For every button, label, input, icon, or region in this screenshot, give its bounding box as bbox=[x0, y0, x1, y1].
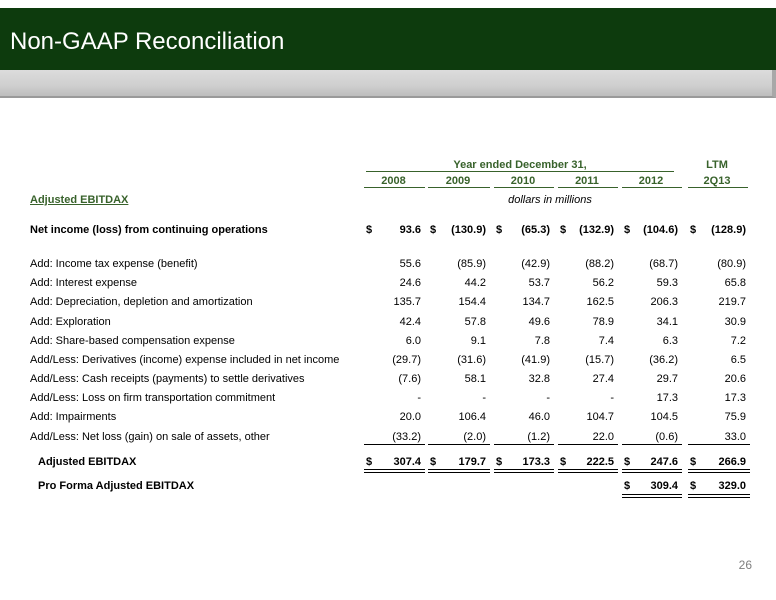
cell-value: 56.2 bbox=[592, 277, 614, 289]
subtotal-underline bbox=[494, 444, 554, 445]
cell-value: (85.9) bbox=[457, 258, 486, 270]
units-note: dollars in millions bbox=[508, 194, 592, 206]
year-header-rule bbox=[428, 187, 490, 188]
year-header-2008: 2008 bbox=[381, 175, 406, 187]
year-header-rule bbox=[558, 187, 618, 188]
cell-value: 46.0 bbox=[528, 411, 550, 423]
cell-value: (42.9) bbox=[521, 258, 550, 270]
total-double-underline bbox=[494, 469, 554, 473]
cell-value: 154.4 bbox=[458, 296, 486, 308]
total-double-underline bbox=[622, 469, 682, 473]
dollar-sign: $ bbox=[560, 224, 567, 236]
row-label-add-less-cash-receipts-payments-to-settle-derivatives: Add/Less: Cash receipts (payments) to settle derivatives bbox=[30, 373, 305, 385]
cell-value: - bbox=[417, 392, 421, 404]
cell-value: 42.4 bbox=[399, 316, 421, 328]
cell-value: (128.9) bbox=[711, 224, 746, 236]
cell-value: (68.7) bbox=[649, 258, 678, 270]
cell-value: 75.9 bbox=[724, 411, 746, 423]
row-label-net-income-loss-from-continuing-operations: Net income (loss) from continuing operations bbox=[30, 224, 268, 236]
cell-value: (130.9) bbox=[451, 224, 486, 236]
cell-value: 7.8 bbox=[534, 335, 550, 347]
cell-value: 219.7 bbox=[718, 296, 746, 308]
cell-value: 162.5 bbox=[586, 296, 614, 308]
dollar-sign: $ bbox=[430, 224, 437, 236]
cell-value: 309.4 bbox=[650, 480, 678, 492]
cell-value: (65.3) bbox=[521, 224, 550, 236]
cell-value: 17.3 bbox=[724, 392, 746, 404]
cell-value: 106.4 bbox=[458, 411, 486, 423]
cell-value: 33.0 bbox=[724, 431, 746, 443]
cell-value: 58.1 bbox=[464, 373, 486, 385]
cell-value: - bbox=[482, 392, 486, 404]
total-double-underline bbox=[428, 469, 490, 473]
cell-value: 7.2 bbox=[730, 335, 746, 347]
dollar-sign: $ bbox=[690, 456, 697, 468]
cell-value: 179.7 bbox=[458, 456, 486, 468]
year-header-rule bbox=[364, 187, 425, 188]
cell-value: 6.3 bbox=[662, 335, 678, 347]
row-label-add-less-net-loss-gain-on-sale-of-assets-other: Add/Less: Net loss (gain) on sale of assets, other bbox=[30, 431, 270, 443]
dollar-sign: $ bbox=[560, 456, 567, 468]
page-number: 26 bbox=[738, 558, 752, 572]
cell-value: 134.7 bbox=[522, 296, 550, 308]
row-label-adjusted-ebitdax: Adjusted EBITDAX bbox=[38, 456, 137, 468]
ltm-period-header: 2Q13 bbox=[703, 175, 731, 187]
subtotal-underline bbox=[688, 444, 750, 445]
cell-value: 53.7 bbox=[528, 277, 550, 289]
cell-value: (88.2) bbox=[585, 258, 614, 270]
subtotal-underline bbox=[558, 444, 618, 445]
subtotal-underline bbox=[428, 444, 490, 445]
cell-value: - bbox=[610, 392, 614, 404]
cell-value: (15.7) bbox=[585, 354, 614, 366]
dollar-sign: $ bbox=[366, 224, 373, 236]
row-label-add-depreciation-depletion-and-amortization: Add: Depreciation, depletion and amortization bbox=[30, 296, 253, 308]
year-header-rule bbox=[622, 187, 682, 188]
dollar-sign: $ bbox=[430, 456, 437, 468]
cell-value: 27.4 bbox=[592, 373, 614, 385]
cell-value: 55.6 bbox=[399, 258, 421, 270]
cell-value: (2.0) bbox=[463, 431, 486, 443]
cell-value: 24.6 bbox=[399, 277, 421, 289]
row-label-add-income-tax-expense-benefit: Add: Income tax expense (benefit) bbox=[30, 258, 198, 270]
pro-forma-double-underline bbox=[688, 494, 750, 498]
year-group-rule bbox=[366, 171, 674, 172]
row-label-add-less-derivatives-income-expense-included-in-net-income: Add/Less: Derivatives (income) expense included in net income bbox=[30, 354, 340, 366]
cell-value: 173.3 bbox=[522, 456, 550, 468]
total-double-underline bbox=[688, 469, 750, 473]
row-label-add-exploration: Add: Exploration bbox=[30, 316, 111, 328]
cell-value: 29.7 bbox=[656, 373, 678, 385]
cell-value: 44.2 bbox=[464, 277, 486, 289]
dollar-sign: $ bbox=[496, 224, 503, 236]
year-group-header: Year ended December 31, bbox=[453, 159, 587, 171]
row-label-add-impairments: Add: Impairments bbox=[30, 411, 117, 423]
year-header-2011: 2011 bbox=[575, 175, 599, 187]
dollar-sign: $ bbox=[624, 480, 631, 492]
cell-value: - bbox=[546, 392, 550, 404]
cell-value: (33.2) bbox=[392, 431, 421, 443]
cell-value: 57.8 bbox=[464, 316, 486, 328]
cell-value: (0.6) bbox=[655, 431, 678, 443]
year-header-rule bbox=[494, 187, 554, 188]
cell-value: 22.0 bbox=[592, 431, 614, 443]
cell-value: 247.6 bbox=[650, 456, 678, 468]
slide-title: Non-GAAP Reconciliation bbox=[10, 28, 285, 55]
year-header-2009: 2009 bbox=[445, 175, 471, 187]
subtotal-underline bbox=[364, 444, 425, 445]
row-label-add-share-based-compensation-expense: Add: Share-based compensation expense bbox=[30, 335, 235, 347]
cell-value: 135.7 bbox=[393, 296, 421, 308]
cell-value: 206.3 bbox=[650, 296, 678, 308]
cell-value: (29.7) bbox=[392, 354, 421, 366]
cell-value: 329.0 bbox=[718, 480, 746, 492]
subtotal-underline bbox=[622, 444, 682, 445]
row-label-add-less-loss-on-firm-transportation-commitment: Add/Less: Loss on firm transportation commitment bbox=[30, 392, 276, 404]
cell-value: 266.9 bbox=[718, 456, 746, 468]
cell-value: 20.0 bbox=[399, 411, 421, 423]
cell-value: 6.5 bbox=[730, 354, 746, 366]
dollar-sign: $ bbox=[690, 224, 697, 236]
cell-value: 30.9 bbox=[724, 316, 746, 328]
dollar-sign: $ bbox=[624, 456, 631, 468]
cell-value: 59.3 bbox=[656, 277, 678, 289]
cell-value: (132.9) bbox=[579, 224, 614, 236]
cell-value: 93.6 bbox=[399, 224, 421, 236]
cell-value: 9.1 bbox=[470, 335, 486, 347]
year-header-2010: 2010 bbox=[510, 175, 536, 187]
cell-value: 17.3 bbox=[656, 392, 678, 404]
cell-value: 20.6 bbox=[724, 373, 746, 385]
cell-value: 78.9 bbox=[592, 316, 614, 328]
dollar-sign: $ bbox=[690, 480, 697, 492]
cell-value: 32.8 bbox=[528, 373, 550, 385]
section-label: Adjusted EBITDAX bbox=[30, 194, 129, 206]
cell-value: 65.8 bbox=[724, 277, 746, 289]
cell-value: 34.1 bbox=[656, 316, 678, 328]
cell-value: 222.5 bbox=[586, 456, 614, 468]
cell-value: 104.7 bbox=[586, 411, 614, 423]
total-double-underline bbox=[364, 469, 425, 473]
cell-value: 7.4 bbox=[598, 335, 614, 347]
cell-value: (1.2) bbox=[527, 431, 550, 443]
dollar-sign: $ bbox=[496, 456, 503, 468]
dollar-sign: $ bbox=[366, 456, 373, 468]
row-label-pro-forma-adjusted-ebitdax: Pro Forma Adjusted EBITDAX bbox=[38, 480, 195, 492]
ltm-header: LTM bbox=[706, 159, 728, 171]
cell-value: (104.6) bbox=[643, 224, 678, 236]
cell-value: (36.2) bbox=[649, 354, 678, 366]
dollar-sign: $ bbox=[624, 224, 631, 236]
cell-value: (41.9) bbox=[521, 354, 550, 366]
cell-value: 6.0 bbox=[405, 335, 421, 347]
cell-value: (7.6) bbox=[398, 373, 421, 385]
cell-value: 307.4 bbox=[393, 456, 421, 468]
cell-value: 104.5 bbox=[650, 411, 678, 423]
ltm-header-rule bbox=[688, 187, 748, 188]
total-double-underline bbox=[558, 469, 618, 473]
cell-value: 49.6 bbox=[528, 316, 550, 328]
pro-forma-double-underline bbox=[622, 494, 682, 498]
cell-value: (80.9) bbox=[717, 258, 746, 270]
row-label-add-interest-expense: Add: Interest expense bbox=[30, 277, 138, 289]
year-header-2012: 2012 bbox=[638, 175, 664, 187]
cell-value: (31.6) bbox=[457, 354, 486, 366]
